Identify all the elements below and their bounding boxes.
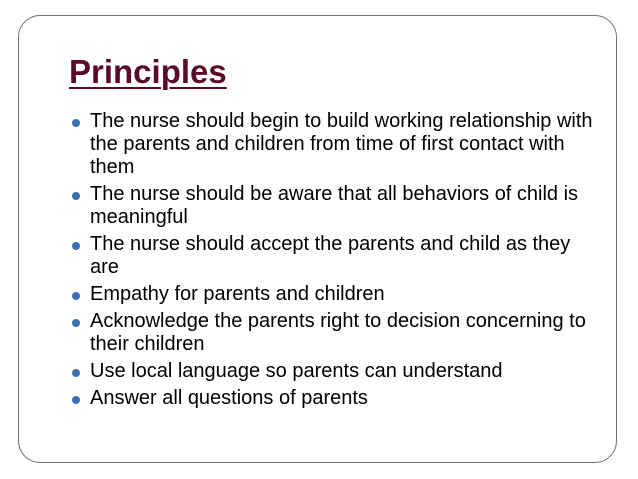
bullet-item	[70, 310, 600, 356]
bullet-list	[70, 110, 600, 414]
bullet-item	[70, 233, 600, 279]
bullet-text: The nurse should begin to build working relationship with the parents and children from time of first contact with them	[90, 110, 593, 178]
bullet-dot-icon	[72, 192, 80, 200]
bullet-item	[70, 387, 600, 410]
bullet-dot-icon	[72, 242, 80, 250]
bullet-dot-icon	[72, 292, 80, 300]
bullet-text: Answer all questions of parents	[90, 387, 368, 409]
bullet-item	[70, 283, 600, 306]
slide-title: Principles	[69, 53, 227, 90]
bullet-text: The nurse should accept the parents and child as they are	[90, 233, 571, 278]
bullet-item	[70, 110, 600, 179]
bullet-dot-icon	[72, 396, 80, 404]
bullet-dot-icon	[72, 119, 80, 127]
bullet-item	[70, 183, 600, 229]
bullet-text: Empathy for parents and children	[90, 283, 385, 305]
bullet-item	[70, 360, 600, 383]
bullet-text: Use local language so parents can understand	[90, 360, 503, 382]
bullet-text: Acknowledge the parents right to decision concerning to their children	[90, 310, 586, 355]
bullet-text: The nurse should be aware that all behaviors of child is meaningful	[90, 183, 579, 228]
bullet-dot-icon	[72, 319, 80, 327]
bullet-dot-icon	[72, 369, 80, 377]
